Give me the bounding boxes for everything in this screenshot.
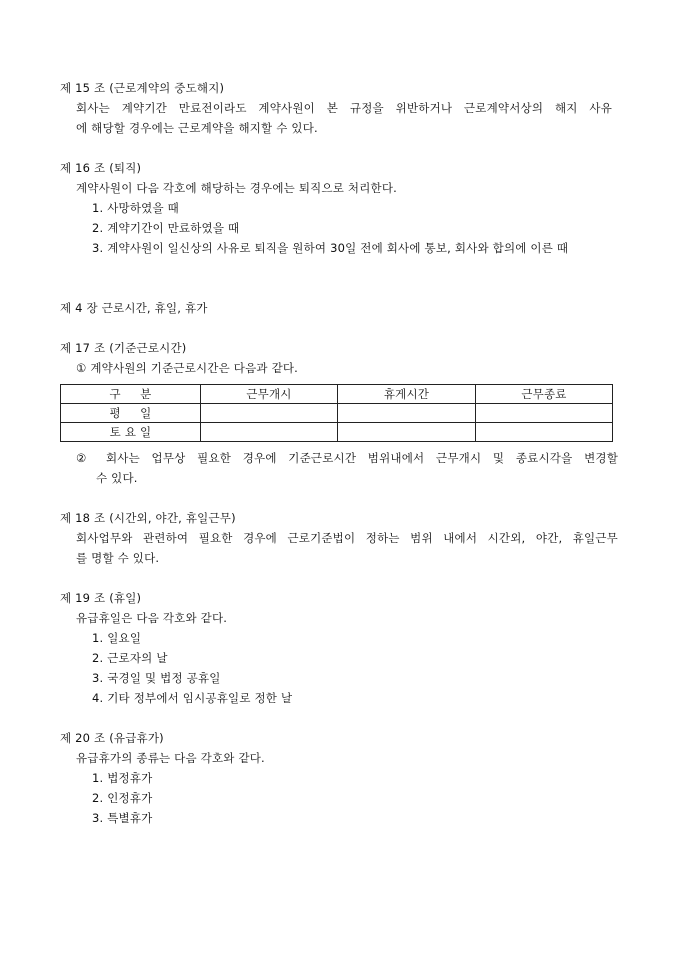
article-20-heading: 제 20 조 (유급휴가): [60, 731, 164, 745]
article-16-item: 3. 계약사원이 일신상의 사유로 퇴직을 원하여 30일 전에 회사에 통보, 회사와 합의에 이른 때: [92, 241, 569, 255]
table-header-cell: 구 분: [61, 385, 201, 404]
table-header-cell: 근무종료: [476, 385, 613, 404]
article-20-item: 3. 특별휴가: [92, 811, 153, 825]
article-15-heading: 제 15 조 (근로계약의 중도해지): [60, 81, 225, 95]
article-19-heading: 제 19 조 (휴일): [60, 591, 142, 605]
article-16-item: 1. 사망하였을 때: [92, 201, 179, 215]
table-header-cell: 휴게시간: [338, 385, 476, 404]
article-20-item: 1. 법정휴가: [92, 771, 153, 785]
table-row-label: 평 일: [61, 404, 201, 423]
table-cell: [338, 404, 476, 423]
working-hours-table: [60, 384, 613, 442]
article-17-clause-2-line-1: ② 회사는 업무상 필요한 경우에 기준근로시간 범위내에서 근무개시 및 종료시각을 변경할: [76, 451, 618, 465]
table-cell: [476, 404, 613, 423]
table-row: [61, 404, 613, 423]
table-row-label: 토 요 일: [61, 423, 201, 442]
article-18-body-line-1: 회사업무와 관련하여 필요한 경우에 근로기준법이 정하는 범위 내에서 시간외, 야간, 휴일근무: [76, 531, 618, 545]
table-cell: [201, 423, 338, 442]
table-cell: [201, 404, 338, 423]
chapter-4-heading: 제 4 장 근로시간, 휴일, 휴가: [60, 301, 208, 315]
table-cell: [338, 423, 476, 442]
article-16-item: 2. 계약기간이 만료하였을 때: [92, 221, 240, 235]
table-header-cell: 근무개시: [201, 385, 338, 404]
article-19-item: 2. 근로자의 날: [92, 651, 168, 665]
article-16-intro: 계약사원이 다음 각호에 해당하는 경우에는 퇴직으로 처리한다.: [76, 181, 398, 195]
article-20-intro: 유급휴가의 종류는 다음 각호와 같다.: [76, 751, 265, 765]
article-19-intro: 유급휴일은 다음 각호와 같다.: [76, 611, 228, 625]
article-18-body-line-2: 를 명할 수 있다.: [76, 551, 160, 565]
article-19-item: 4. 기타 정부에서 임시공휴일로 정한 날: [92, 691, 293, 705]
table-row: [61, 423, 613, 442]
article-19-item: 1. 일요일: [92, 631, 142, 645]
article-17-heading: 제 17 조 (기준근로시간): [60, 341, 187, 355]
article-17-clause-2-line-2: 수 있다.: [96, 471, 138, 485]
article-18-heading: 제 18 조 (시간외, 야간, 휴일근무): [60, 511, 236, 525]
article-16-heading: 제 16 조 (퇴직): [60, 161, 142, 175]
article-17-clause-1: ① 계약사원의 기준근로시간은 다음과 같다.: [76, 361, 299, 375]
table-cell: [476, 423, 613, 442]
article-15-body-line-2: 에 해당할 경우에는 근로계약을 해지할 수 있다.: [76, 121, 318, 135]
article-15-body-line-1: 회사는 계약기간 만료전이라도 계약사원이 본 규정을 위반하거나 근로계약서상의 해지 사유: [76, 101, 612, 115]
article-20-item: 2. 인정휴가: [92, 791, 153, 805]
article-19-item: 3. 국경일 및 법정 공휴일: [92, 671, 221, 685]
table-header-row: [61, 385, 613, 404]
